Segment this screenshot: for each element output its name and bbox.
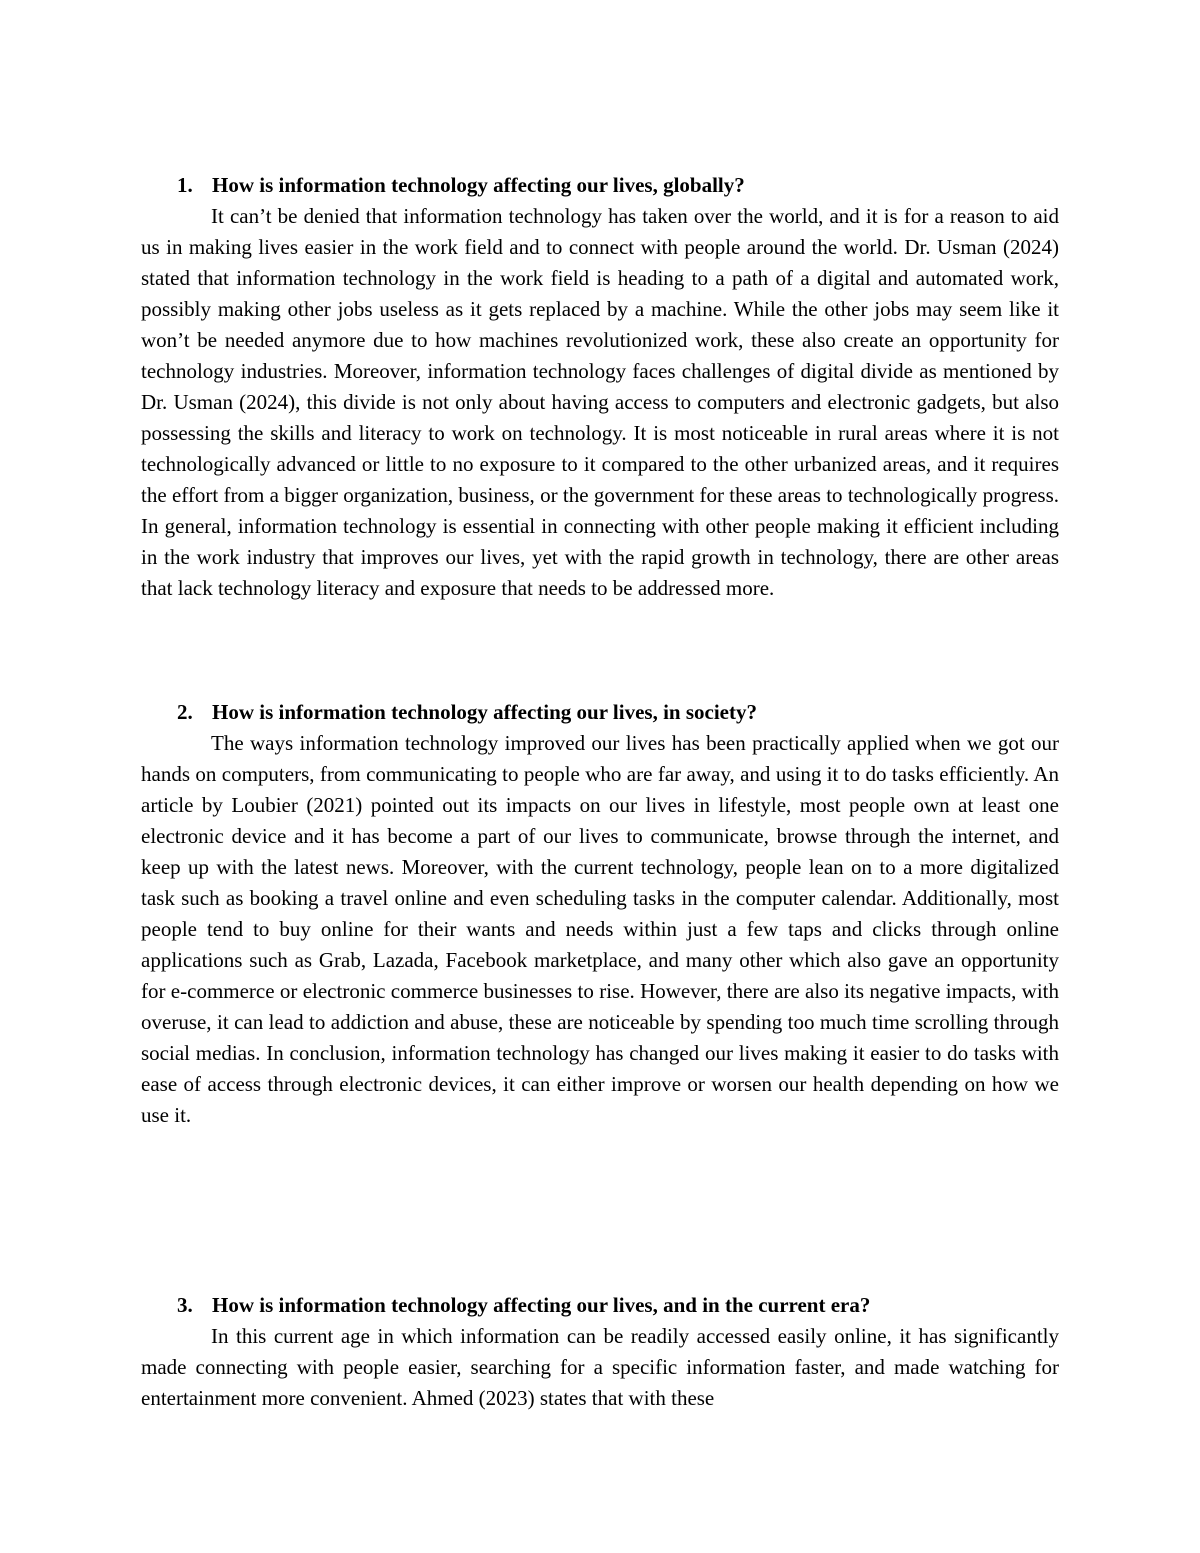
question-section-2 [141, 697, 1059, 1131]
question-heading-2 [141, 697, 1059, 728]
question-title-2: How is information technology affecting our lives, in society? [212, 700, 757, 724]
answer-paragraph-2: The ways information technology improved our lives has been practically applied when we got our hands on computers, from communicating to people who are far away, and using it to do tasks efficiently. An article by Loubier (2021) pointed out its impacts on our lives in lifestyle, most people own at least one electronic device and it has become a part of our lives to communicate, browse through the internet, and keep up with the latest news. Moreover, with the current technology, people lean on to a more digitalized task such as booking a travel online and even scheduling tasks in the computer calendar. Additionally, most people tend to buy online for their wants and needs within just a few taps and clicks through online applications such as Grab, Lazada, Facebook marketplace, and many other which also gave an opportunity for e-commerce or electronic commerce businesses to rise. However, there are also its negative impacts, with overuse, it can lead to addiction and abuse, these are noticeable by spending too much time scrolling through social medias. In conclusion, information technology has changed our lives making it easier to do tasks with ease of access through electronic devices, it can either improve or worsen our health depending on how we use it. [141, 731, 1059, 1127]
question-number-3: 3. [177, 1293, 193, 1317]
question-number-1: 1. [177, 173, 193, 197]
question-heading-3 [141, 1290, 1059, 1321]
question-section-1 [141, 170, 1059, 604]
answer-paragraph-3: In this current age in which information can be readily accessed easily online, it has significantly made connecting with people easier, searching for a specific information faster, and made watching for entertainment more convenient. Ahmed (2023) states that with these [141, 1324, 1059, 1410]
question-title-1: How is information technology affecting our lives, globally? [212, 173, 745, 197]
question-title-3: How is information technology affecting our lives, and in the current era? [212, 1293, 871, 1317]
question-section-3 [141, 1290, 1059, 1414]
question-number-2: 2. [177, 700, 193, 724]
question-heading-1 [141, 170, 1059, 201]
answer-paragraph-1: It can’t be denied that information technology has taken over the world, and it is for a reason to aid us in making lives easier in the work field and to connect with people around the world. Dr. Usman (2024) stated that information technology in the work field is heading to a path of a digital and automated work, possibly making other jobs useless as it gets replaced by a machine. While the other jobs may seem like it won’t be needed anymore due to how machines revolutionized work, these also create an opportunity for technology industries. Moreover, information technology faces challenges of digital divide as mentioned by Dr. Usman (2024), this divide is not only about having access to computers and electronic gadgets, but also possessing the skills and literacy to work on technology. It is most noticeable in rural areas where it is not technologically advanced or little to no exposure to it compared to the other urbanized areas, and it requires the effort from a bigger organization, business, or the government for these areas to technologically progress. In general, information technology is essential in connecting with other people making it efficient including in the work industry that improves our lives, yet with the rapid growth in technology, there are other areas that lack technology literacy and exposure that needs to be addressed more. [141, 204, 1059, 600]
